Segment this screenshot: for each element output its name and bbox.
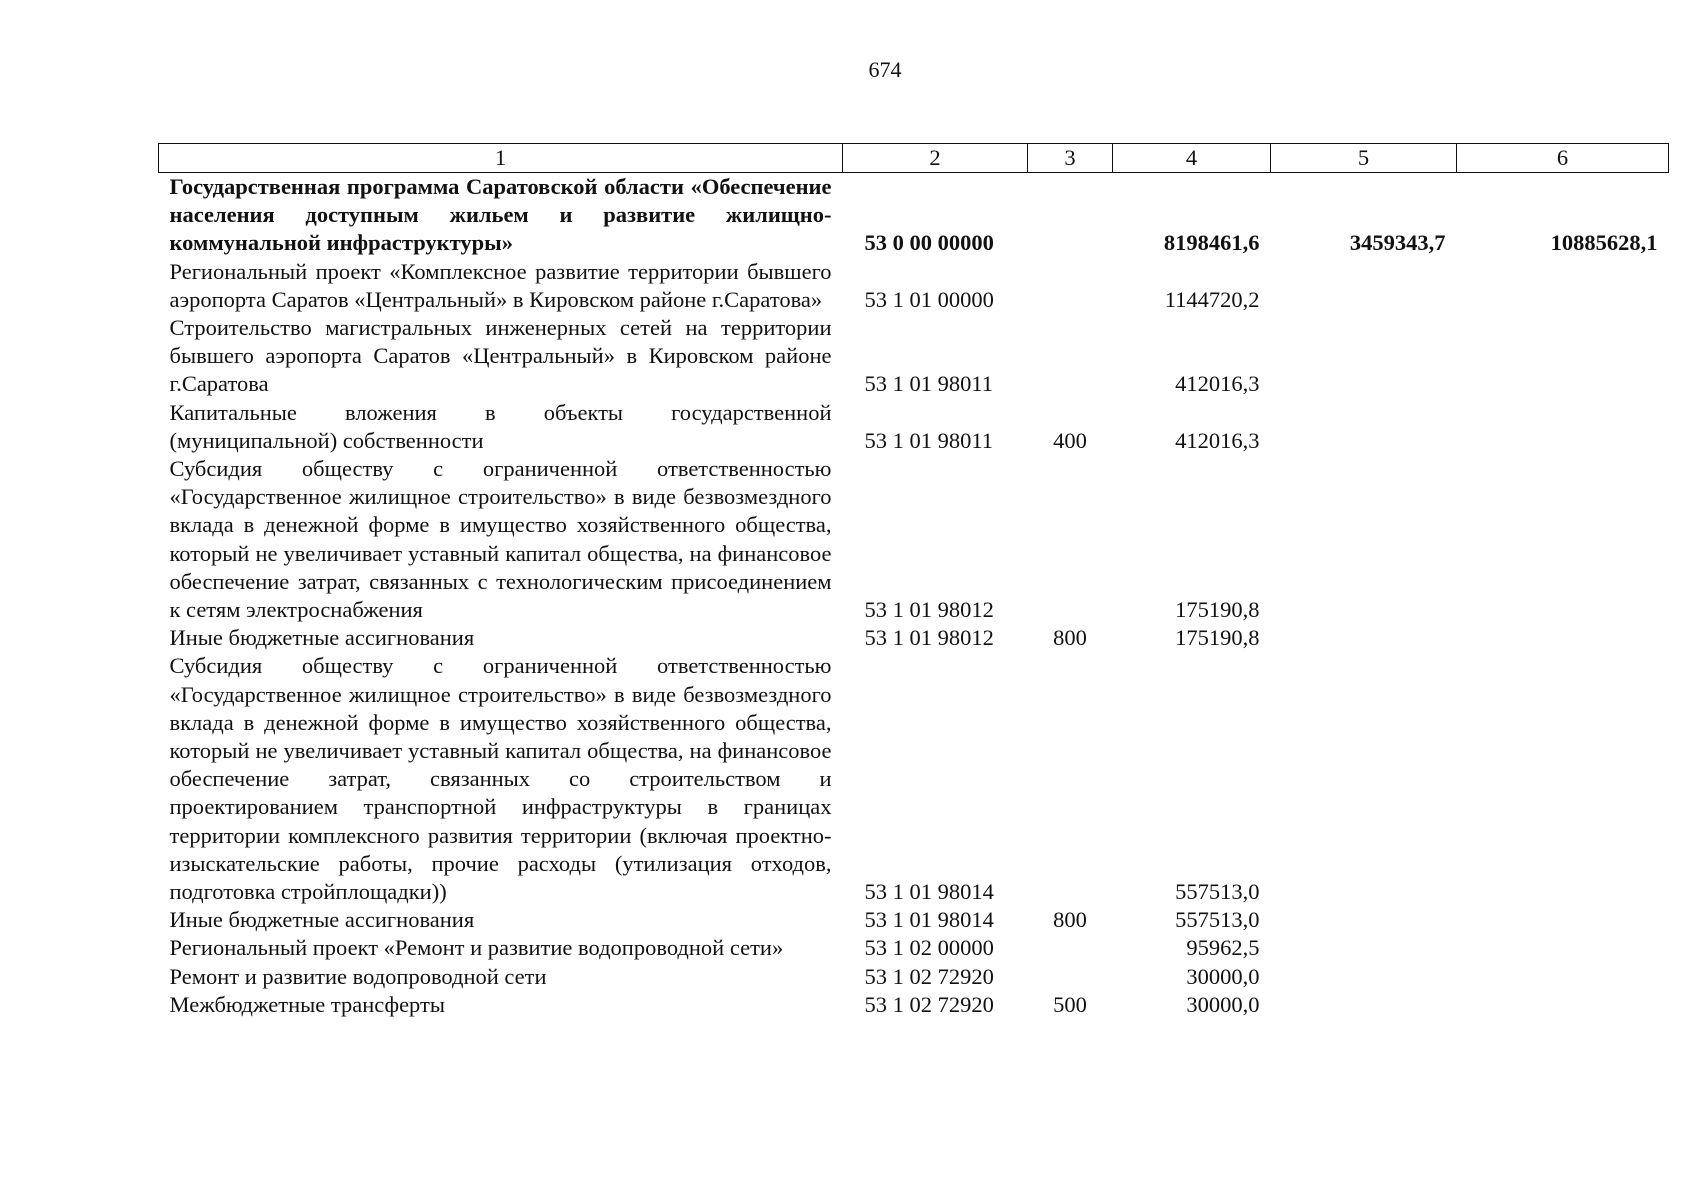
row-code: 53 1 02 00000: [864, 935, 994, 961]
row-name: Ремонт и развитие водопроводной сети: [169, 963, 547, 989]
row-expense-type: 500: [1053, 991, 1087, 1017]
row-value-6: [1457, 258, 1669, 314]
budget-table: [158, 143, 1669, 1019]
row-value-6: [1457, 455, 1669, 624]
row-value-4: 95962,5: [1186, 935, 1260, 961]
row-code: 53 1 02 72920: [864, 991, 994, 1017]
row-value-5: [1271, 906, 1457, 934]
row-value-4: 557513,0: [1175, 879, 1260, 905]
row-name: Субсидия обществу с ограниченной ответственностью «Государственное жилищное строительство» в виде безвозмездного вклада в денежной форме в имущество хозяйственного общества, который не увеличивает уставный капитал общества, на финансовое обеспечение затрат, связанных с технологическим присоединением к сетям электроснабжения: [169, 456, 832, 623]
header-col-1: 1: [159, 144, 843, 173]
table-row: [159, 624, 1669, 652]
row-expense-type: 800: [1053, 907, 1087, 933]
row-value-5: [1271, 624, 1457, 652]
row-value-4: 30000,0: [1186, 963, 1260, 989]
row-value-4: 30000,0: [1186, 991, 1260, 1017]
row-value-5: [1271, 934, 1457, 962]
row-code: 53 1 01 98014: [864, 879, 994, 905]
page-number: 674: [868, 57, 902, 82]
row-expense-type: [1028, 934, 1113, 962]
row-value-5: [1271, 399, 1457, 455]
row-value-6: [1457, 934, 1669, 962]
header-col-2: 2: [843, 144, 1028, 173]
table-row: [159, 934, 1669, 962]
table-row: [159, 455, 1669, 624]
row-code: 53 1 01 98011: [864, 427, 994, 453]
row-value-6: [1457, 399, 1669, 455]
row-code: 53 1 01 98014: [864, 907, 994, 933]
row-value-5: [1271, 963, 1457, 991]
row-name: Иные бюджетные ассигнования: [169, 625, 475, 651]
row-expense-type: 800: [1053, 625, 1087, 651]
row-code: 53 1 02 72920: [864, 963, 994, 989]
header-col-3: 3: [1028, 144, 1113, 173]
row-expense-type: [1028, 173, 1113, 258]
row-code: 53 1 01 98011: [864, 371, 994, 397]
column-number-header: [159, 144, 1669, 173]
row-code: 53 1 01 98012: [864, 625, 994, 651]
table-row: [159, 173, 1669, 258]
row-value-4: 8198461,6: [1163, 230, 1260, 256]
row-value-4: 175190,8: [1175, 597, 1260, 623]
row-value-4: 412016,3: [1175, 427, 1260, 453]
row-value-4: 175190,8: [1175, 625, 1260, 651]
row-value-4: 557513,0: [1175, 907, 1260, 933]
row-code: 53 1 01 00000: [864, 286, 994, 312]
row-name: Капитальные вложения в объекты государственной (муниципальной) собственности: [169, 399, 832, 453]
header-col-5: 5: [1271, 144, 1457, 173]
row-expense-type: [1028, 455, 1113, 624]
row-expense-type: [1028, 652, 1113, 906]
row-value-6: [1457, 652, 1669, 906]
header-col-4: 4: [1113, 144, 1271, 173]
row-name: Иные бюджетные ассигнования: [169, 907, 475, 933]
row-value-6: [1457, 314, 1669, 399]
row-name: Субсидия обществу с ограниченной ответственностью «Государственное жилищное строительство» в виде безвозмездного вклада в денежной форме в имущество хозяйственного общества, который не увеличивает уставный капитал общества, на финансовое обеспечение затрат, связанных со строительством и проектированием транспортной инфраструктуры в границах территории комплексного развития территории (включая проектно-изыскательские работы, прочие расходы (утилизация отходов, подготовка стройплощадки)): [169, 653, 832, 905]
row-expense-type: [1028, 963, 1113, 991]
row-value-6: [1457, 624, 1669, 652]
row-name: Строительство магистральных инженерных сетей на территории бывшего аэропорта Саратов «Центральный» в Кировском районе г.Саратова: [169, 315, 832, 397]
row-expense-type: 400: [1053, 427, 1087, 453]
table-row: [159, 652, 1669, 906]
row-name: Межбюджетные трансферты: [169, 991, 445, 1017]
row-value-5: [1271, 652, 1457, 906]
table-row: [159, 258, 1669, 314]
row-code: 53 0 00 00000: [864, 230, 994, 256]
row-value-5: [1271, 455, 1457, 624]
row-value-5: [1271, 258, 1457, 314]
table-row: [159, 991, 1669, 1019]
table-row: [159, 399, 1669, 455]
row-expense-type: [1028, 258, 1113, 314]
row-code: 53 1 01 98012: [864, 597, 994, 623]
row-name: Региональный проект «Комплексное развитие территории бывшего аэропорта Саратов «Центральный» в Кировском районе г.Саратова»: [169, 258, 832, 312]
row-expense-type: [1028, 314, 1113, 399]
row-value-6: 10885628,1: [1550, 230, 1658, 256]
row-value-6: [1457, 906, 1669, 934]
header-col-6: 6: [1457, 144, 1669, 173]
table-row: [159, 314, 1669, 399]
row-value-5: 3459343,7: [1349, 230, 1446, 256]
table-row: [159, 906, 1669, 934]
row-value-5: [1271, 314, 1457, 399]
row-value-6: [1457, 991, 1669, 1019]
row-value-4: 1144720,2: [1164, 286, 1260, 312]
row-name: Региональный проект «Ремонт и развитие водопроводной сети»: [169, 935, 784, 961]
row-value-6: [1457, 963, 1669, 991]
row-value-5: [1271, 991, 1457, 1019]
row-name: Государственная программа Саратовской области «Обеспечение населения доступным жильем и развитие жилищно-коммунальной инфраструктуры»: [169, 174, 832, 256]
row-value-4: 412016,3: [1175, 371, 1260, 397]
table-row: [159, 963, 1669, 991]
